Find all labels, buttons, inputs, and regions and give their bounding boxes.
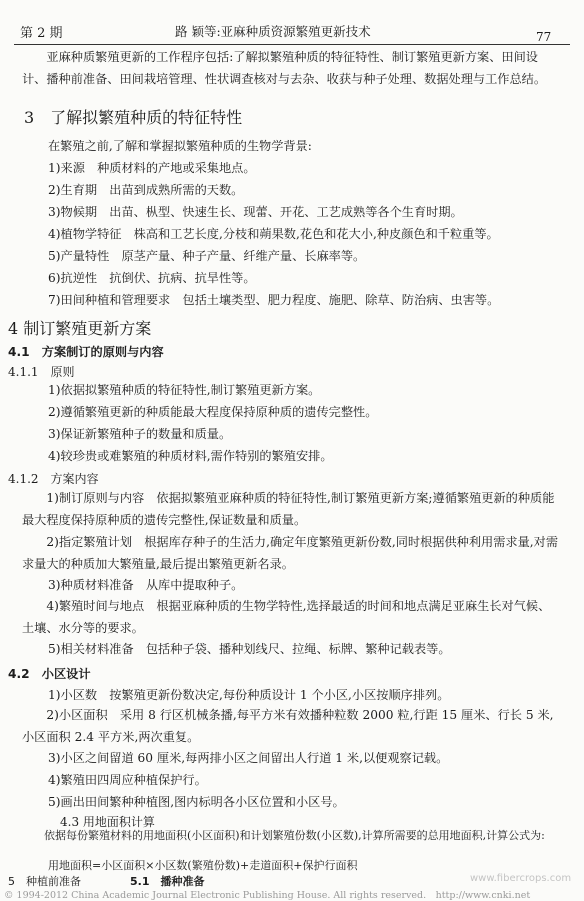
plan-content-item: 4)繁殖时间与地点 根据亚麻种质的生物学特性,选择最适的时间和地点满足亚麻生长对气候、土壤、水分等的要求。: [22, 599, 551, 635]
section-3-item: 4)植物学特征 株高和工艺长度,分枝和蒴果数,花色和花大小,种皮颜色和千粒重等。: [48, 227, 499, 241]
section-3-heading: 3 了解拟繁殖种质的特征特性: [24, 108, 243, 127]
section-3-item: 7)田间种植和管理要求 包括土壤类型、肥力程度、施肥、除草、防治病、虫害等。: [48, 293, 500, 307]
section-3-item: 1)来源 种质材料的产地或采集地点。: [48, 161, 256, 175]
section-4-1-2-heading: 4.1.2 方案内容: [8, 472, 99, 486]
plot-design-item: 5)画出田间繁种种植图,图内标明各小区位置和小区号。: [48, 795, 345, 809]
section-3-item: 2)生育期 出苗到成熟所需的天数。: [48, 183, 244, 197]
section-4-1-1-heading: 4.1.1 原则: [8, 365, 75, 379]
area-formula: 用地面积=小区面积×小区数(繁殖份数)+走道面积+保护行面积: [48, 859, 358, 872]
header-rule: [14, 44, 570, 45]
section-5-heading: 5 种植前准备: [8, 875, 81, 888]
plan-content-item: 1)制订原则与内容 依据拟繁殖亚麻种质的特征特性,制订繁殖更新方案;遵循繁殖更新的种质能最大程度保持原种质的遗传完整性,保证数量和质量。: [22, 491, 555, 527]
plan-content-item: 3)种质材料准备 从库中提取种子。: [48, 578, 244, 592]
plan-content-item: 2)指定繁殖计划 根据库存种子的生活力,确定年度繁殖更新份数,同时根据供种利用需求量,对需求量大的种质加大繁殖量,最后提出繁殖更新名录。: [22, 535, 559, 571]
section-4-3-heading: 4.3 用地面积计算: [60, 815, 155, 829]
plot-design-item: 2)小区面积 采用 8 行区机械条播,每平方米有效播种粒数 2000 粒,行距 15 厘米、行长 5 米,小区面积 2.4 平方米,两次重复。: [22, 708, 554, 744]
intro-paragraph: 亚麻种质繁殖更新的工作程序包括:了解拟繁殖种质的特征特性、制订繁殖更新方案、田间设计、播种前准备、田间栽培管理、性状调查核对与去杂、收获与种子处理、数据处理与工作总结。: [22, 50, 547, 86]
plan-content-item: 5)相关材料准备 包括种子袋、播种划线尺、拉绳、标牌、繁种记载表等。: [48, 642, 451, 656]
section-3-lead: 在繁殖之前,了解和掌握拟繁殖种质的生物学背景:: [48, 139, 312, 153]
page-header: [0, 0, 584, 44]
section-3-item: 6)抗逆性 抗倒伏、抗病、抗旱性等。: [48, 271, 256, 285]
section-5-1-heading: 5.1 播种准备: [130, 875, 205, 888]
section-4-heading: 4 制订繁殖更新方案: [8, 319, 152, 338]
section-4-1-heading: 4.1 方案制订的原则与内容: [8, 345, 164, 359]
plot-design-item: 4)繁殖田四周应种植保护行。: [48, 773, 207, 787]
copyright-footer: © 1994-2012 China Academic Journal Electronic Publishing House. All rights reserved. http://www.cnki.net: [4, 890, 531, 901]
plot-design-item: 3)小区之间留道 60 厘米,每两排小区之间留出人行道 1 米,以便观察记载。: [48, 751, 449, 765]
principle-item: 4)较珍贵或难繁殖的种质材料,需作特别的繁殖安排。: [48, 449, 333, 463]
principle-item: 1)依据拟繁殖种质的特征特性,制订繁殖更新方案。: [48, 383, 321, 397]
plot-design-item: 1)小区数 按繁殖更新份数决定,每份种质设计 1 个小区,小区按顺序排列。: [48, 688, 450, 702]
section-4-2-heading: 4.2 小区设计: [8, 667, 91, 681]
watermark: www.fibercrops.com: [470, 873, 572, 884]
principle-item: 3)保证新繁殖种子的数量和质量。: [48, 427, 232, 441]
principle-item: 2)遵循繁殖更新的种质能最大程度保持原种质的遗传完整性。: [48, 405, 378, 419]
section-3-item: 3)物候期 出苗、枞型、快速生长、现蕾、开花、工艺成熟等各个生育时期。: [48, 205, 463, 219]
page-number: 77: [536, 30, 552, 44]
section-3-item: 5)产量特性 原茎产量、种子产量、纤维产量、长麻率等。: [48, 249, 366, 263]
area-paragraph: 依据每份繁殖材料的用地面积(小区面积)和计划繁殖份数(小区数),计算所需要的总用地面积,计算公式为:: [44, 829, 545, 842]
issue-number: 第 2 期: [20, 26, 63, 41]
running-title: 路 颖等:亚麻种质资源繁殖更新技术: [175, 24, 371, 39]
